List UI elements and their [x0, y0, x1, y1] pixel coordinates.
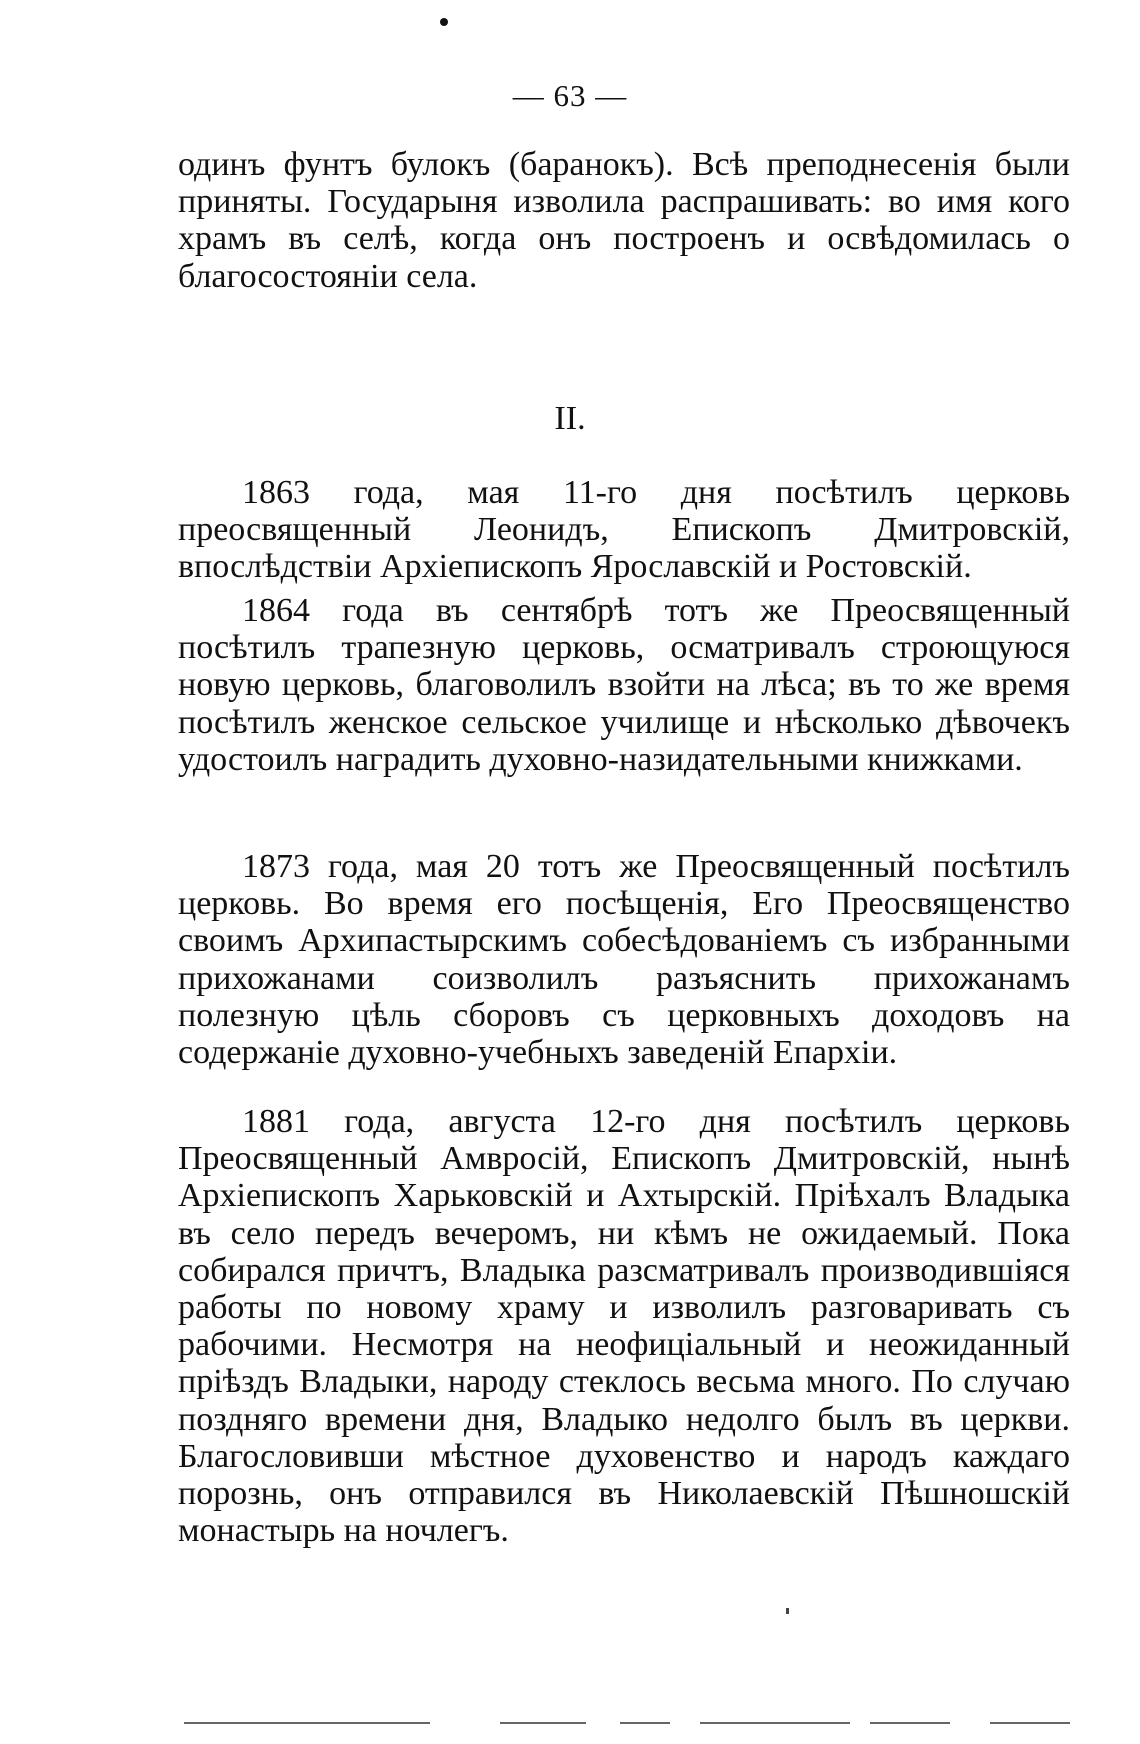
ink-mark — [786, 1608, 789, 1614]
paragraph-continuation — [178, 146, 1070, 295]
paragraph-text: 1864 года въ сентябрѣ тотъ же Преосвященный посѣтилъ трапезную церковь, осматривалъ строющуюся новую церковь, благоволилъ взойти на лѣса; въ то же время посѣтилъ женское сельское училище и нѣсколько дѣвочекъ удостоилъ наградить духовно-назидательными книжками. — [178, 592, 1070, 778]
paragraph-1863 — [178, 474, 1070, 586]
section-heading: II. — [554, 400, 586, 437]
bottom-rule-segment — [990, 1722, 1070, 1724]
paragraph-1864 — [178, 592, 1070, 778]
bottom-rule-segment — [184, 1722, 430, 1724]
bottom-rule-segment — [620, 1722, 670, 1724]
page-number: — 63 — — [512, 78, 628, 113]
bottom-rule-segment — [700, 1722, 850, 1724]
paragraph-text: одинъ фунтъ булокъ (баранокъ). Всѣ преподнесенія были приняты. Государыня изволила распрашивать: во имя кого храмъ въ селѣ, когда онъ построенъ и освѣдомилась о благосостояніи села. — [178, 146, 1070, 295]
paragraph-text: 1863 года, мая 11-го дня посѣтилъ церковь преосвященный Леонидъ, Епископъ Дмитровскій, впослѣдствіи Архіепископъ Ярославскій и Ростовскій. — [178, 474, 1070, 586]
paragraph-1881 — [178, 1103, 1070, 1549]
bottom-rule-segment — [870, 1722, 950, 1724]
bottom-rule-segment — [500, 1722, 586, 1724]
ink-speck — [440, 18, 448, 26]
paragraph-1873 — [178, 848, 1070, 1071]
paragraph-text: 1873 года, мая 20 тотъ же Преосвященный посѣтилъ церковь. Во время его посѣщенія, Его Преосвященство своимъ Архипастырскимъ собесѣдованіемъ съ избранными прихожанами соизволилъ разъяснить прихожанамъ полезную цѣль сборовъ съ церковныхъ доходовъ на содержаніе духовно-учебныхъ заведеній Епархіи. — [178, 848, 1070, 1072]
paragraph-text: 1881 года, августа 12-го дня посѣтилъ церковь Преосвященный Амвросій, Епископъ Дмитровскій, нынѣ Архіепископъ Харьковскій и Ахтырскій. Пріѣхалъ Владыка въ село передъ вечеромъ, ни кѣмъ не ожидаемый. Пока собирался причтъ, Владыка разсматривалъ производившіяся работы по новому храму и изволилъ разговаривать съ рабочими. Несмотря на неофиціальный и неожиданный пріѣздъ Владыки, народу стеклось весьма много. По случаю поздняго времени дня, Владыко недолго былъ въ церкви. Благословивши мѣстное духовенство и народъ каждаго порознь, онъ отправился въ Николаевскій Пѣшношскій монастырь на ночлегъ. — [178, 1103, 1070, 1550]
